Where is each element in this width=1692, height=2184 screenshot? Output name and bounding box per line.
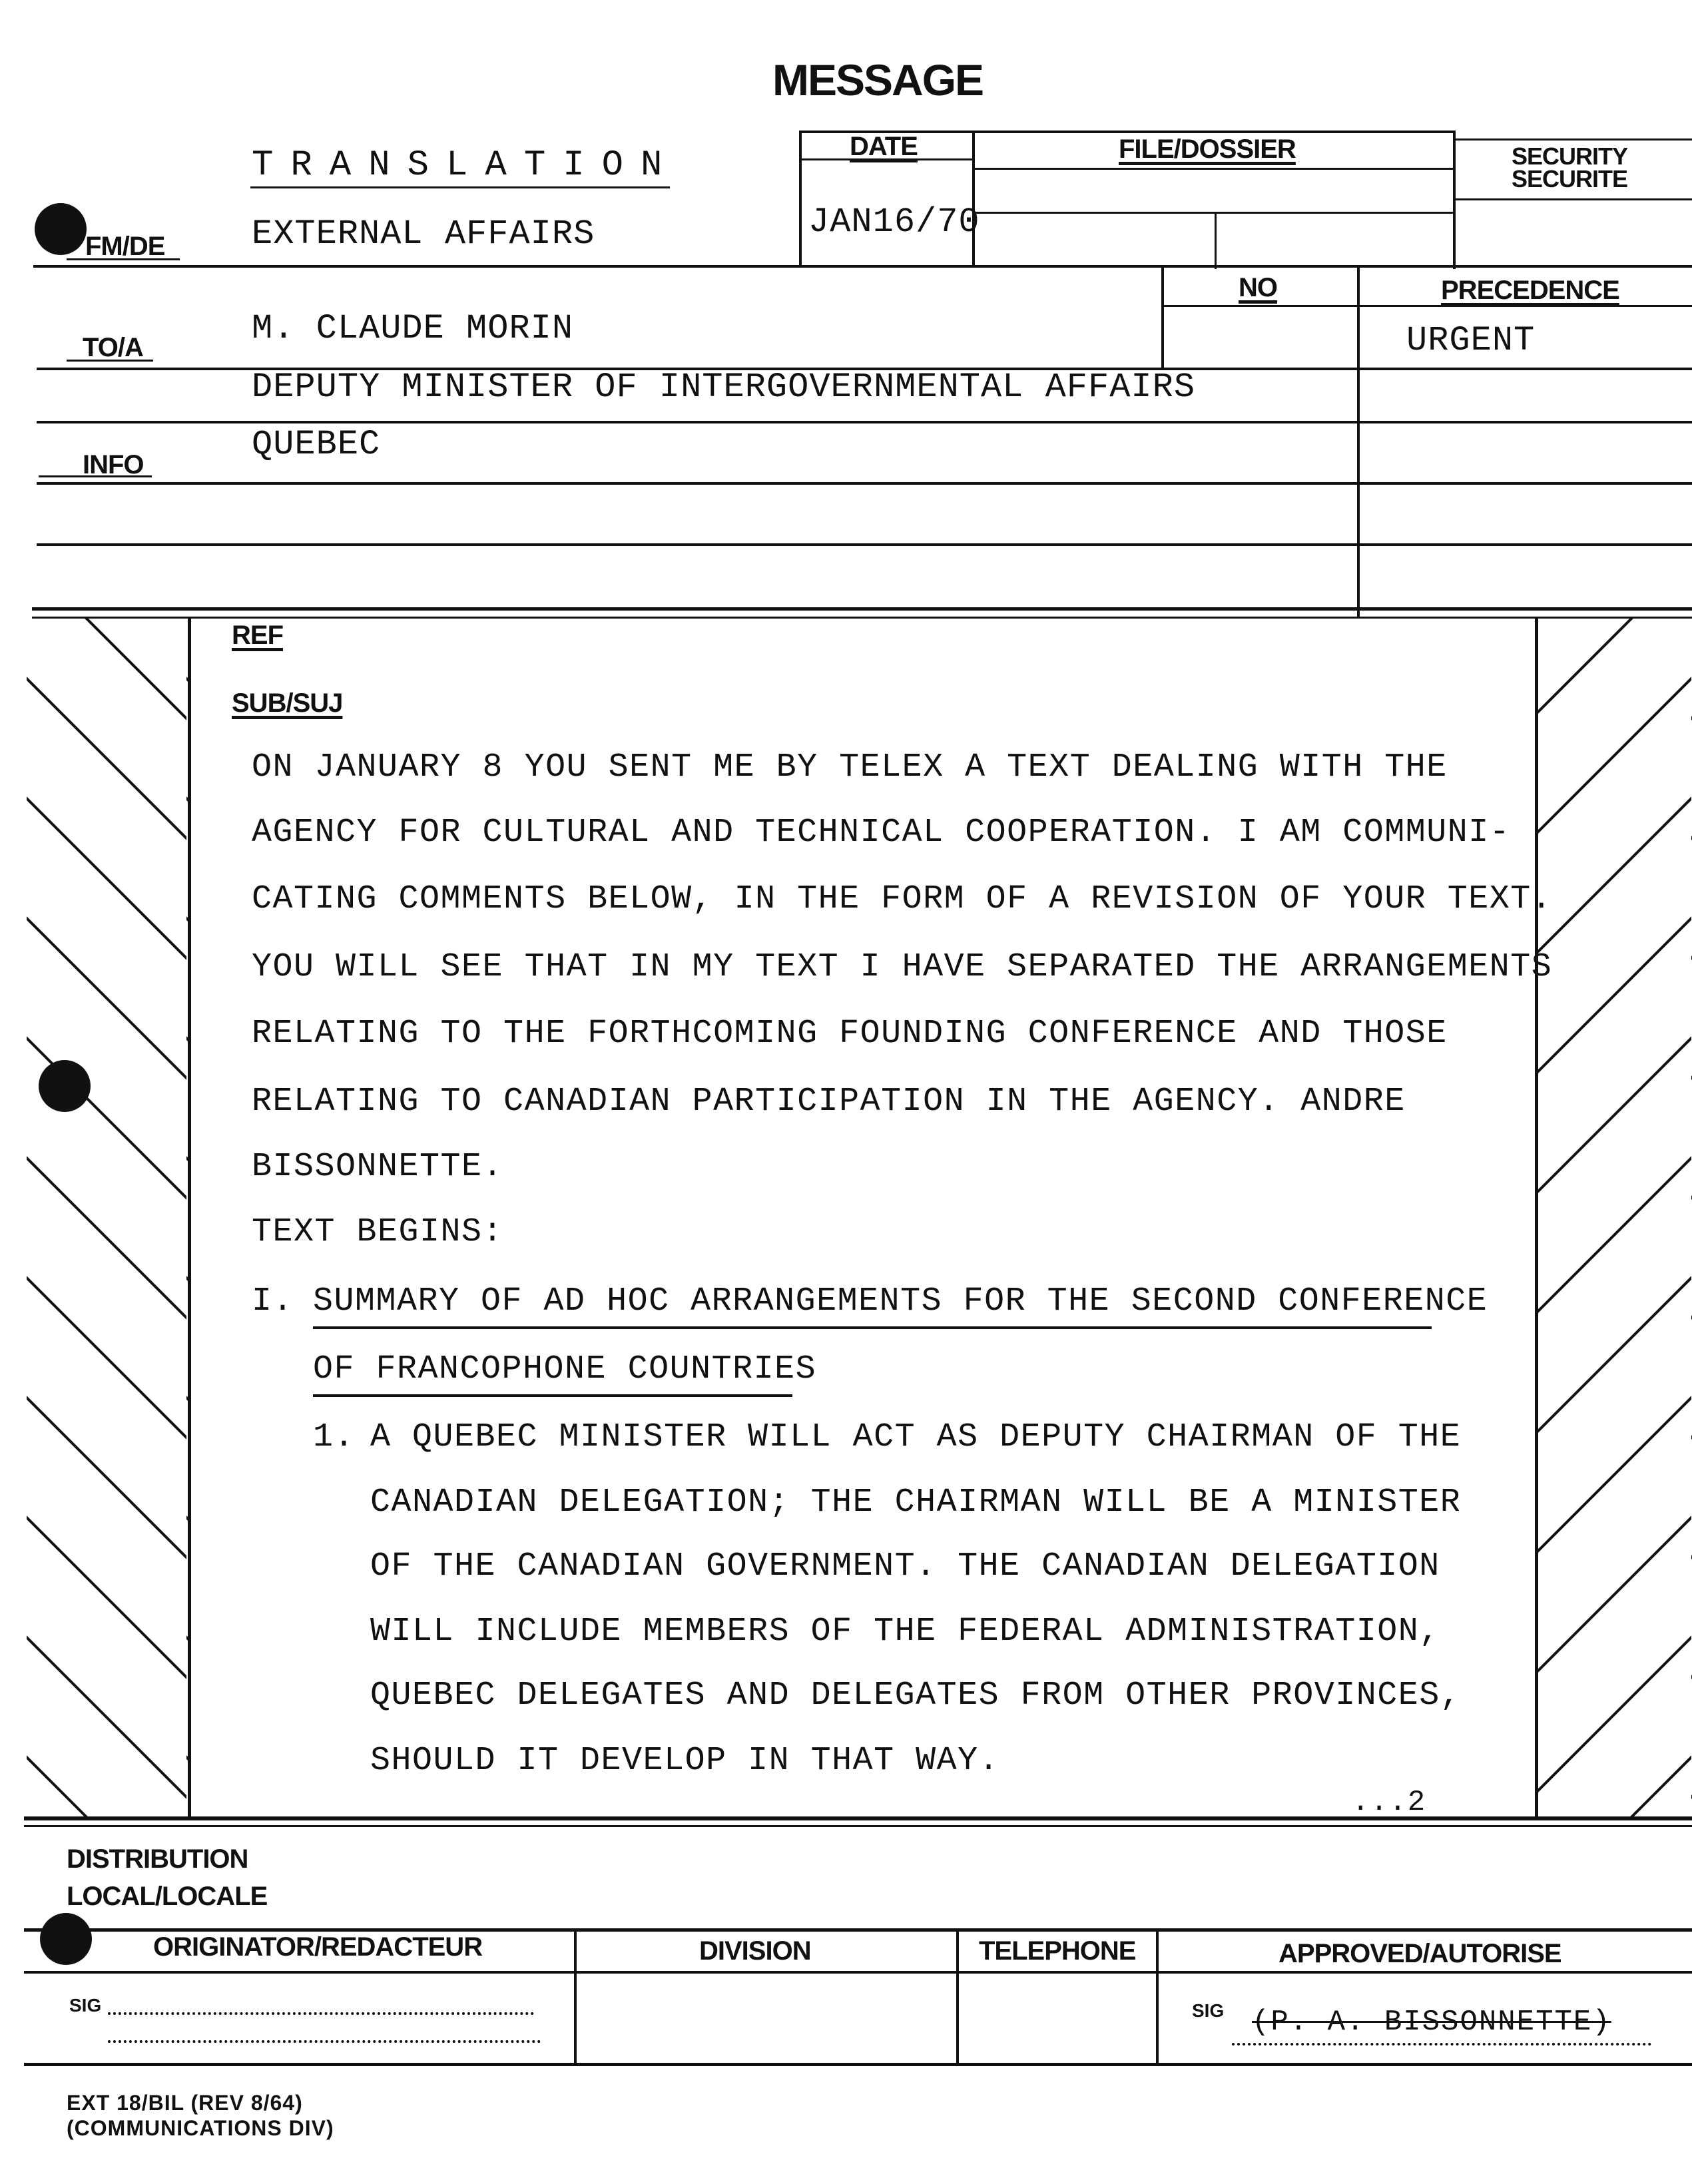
distribution-label: DISTRIBUTION — [67, 1844, 248, 1874]
body-line: CATING COMMENTS BELOW, IN THE FORM OF A REVISION OF YOUR TEXT. — [252, 880, 1553, 918]
body-line: OF THE CANADIAN GOVERNMENT. THE CANADIAN DELEGATION — [370, 1547, 1440, 1585]
rule — [574, 1930, 577, 2064]
rule — [33, 265, 1692, 268]
body-line: RELATING TO CANADIAN PARTICIPATION IN THE AGENCY. ANDRE — [252, 1083, 1406, 1121]
body-line: BISSONNETTE. — [252, 1148, 504, 1186]
rule — [32, 607, 1692, 611]
to-title-field: DEPUTY MINISTER OF INTERGOVERNMENTAL AFFAIRS — [252, 368, 1196, 407]
translation-heading: TRANSLATION — [252, 145, 680, 186]
punch-hole-top — [35, 203, 87, 255]
rule — [1161, 266, 1164, 370]
rule — [974, 212, 1453, 214]
file-dossier-label: FILE/DOSSIER — [1119, 135, 1296, 164]
rule — [37, 421, 1692, 423]
section-title-continued: OF FRANCOPHONE COUNTRIES — [313, 1350, 817, 1388]
date-label: DATE — [850, 132, 918, 161]
form-title: MESSAGE — [772, 55, 984, 105]
section-title: SUMMARY OF AD HOC ARRANGEMENTS FOR THE SECOND CONFERENCE — [313, 1282, 1488, 1320]
form-division: (COMMUNICATIONS DIV) — [67, 2116, 334, 2140]
securite-label: SECURITE — [1512, 165, 1628, 192]
sig-dotted-line — [108, 2040, 541, 2043]
approver-dotted-line — [1232, 2043, 1651, 2046]
form-code: EXT 18/BIL (REV 8/64) — [67, 2091, 303, 2115]
to-place-field: QUEBEC — [252, 425, 381, 464]
security-label: SECURITY — [1512, 142, 1628, 170]
rule — [1454, 138, 1692, 140]
rule — [972, 131, 975, 266]
body-line: WILL INCLUDE MEMBERS OF THE FEDERAL ADMINISTRATION, — [370, 1613, 1440, 1651]
section-title-underline — [313, 1326, 1432, 1329]
approver-sig-label: SIG — [1192, 2000, 1225, 2021]
rule — [956, 1930, 959, 2064]
approver-name: (P. A. BISSONNETTE) — [1252, 2006, 1611, 2039]
telephone-label: TELEPHONE — [979, 1936, 1136, 1966]
rule — [1215, 213, 1217, 269]
rule — [24, 1816, 1692, 1820]
rule — [24, 1928, 1692, 1932]
to-a-label: TO/A — [83, 333, 143, 362]
date-field: JAN16/70 — [808, 202, 980, 242]
body-line: ON JANUARY 8 YOU SENT ME BY TELEX A TEXT DEALING WITH THE — [252, 748, 1448, 786]
sub-suj-label: SUB/SUJ — [232, 688, 343, 718]
division-label: DIVISION — [699, 1936, 811, 1966]
rule — [37, 543, 1692, 546]
hatch-left — [27, 619, 189, 1817]
info-label: INFO — [83, 450, 144, 479]
body-line: AGENCY FOR CULTURAL AND TECHNICAL COOPERATION. I AM COMMUNI- — [252, 814, 1511, 852]
text-begins: TEXT BEGINS: — [252, 1213, 504, 1251]
body-line: SHOULD IT DEVELOP IN THAT WAY. — [370, 1742, 1000, 1780]
no-label: NO — [1239, 273, 1277, 302]
body-line: YOU WILL SEE THAT IN MY TEXT I HAVE SEPARATED THE ARRANGEMENTS — [252, 948, 1553, 986]
sig-dotted-line — [108, 2012, 534, 2015]
originator-label: ORIGINATOR/REDACTEUR — [153, 1932, 483, 1962]
rule — [24, 1971, 1692, 1974]
rule — [799, 131, 802, 265]
approved-label: APPROVED/AUTORISE — [1278, 1939, 1561, 1968]
item-number: 1. — [313, 1418, 356, 1456]
rule — [1454, 198, 1692, 200]
from-field: EXTERNAL AFFAIRS — [252, 214, 595, 254]
section-number: I. — [252, 1282, 294, 1320]
sig-label: SIG — [69, 1995, 102, 2016]
ref-label: REF — [232, 621, 283, 650]
rule — [1357, 266, 1360, 621]
body-line: QUEBEC DELEGATES AND DELEGATES FROM OTHER PROVINCES, — [370, 1677, 1462, 1715]
local-label: LOCAL/LOCALE — [67, 1882, 268, 1911]
fm-de-label: FM/DE — [85, 232, 165, 261]
continued-marker: ...2 — [1352, 1786, 1426, 1819]
precedence-field: URGENT — [1406, 321, 1536, 360]
body-line: CANADIAN DELEGATION; THE CHAIRMAN WILL BE A MINISTER — [370, 1484, 1462, 1521]
rule — [24, 2063, 1692, 2066]
rule — [1156, 1930, 1159, 2064]
to-name-field: M. CLAUDE MORIN — [252, 309, 574, 348]
rule — [250, 186, 670, 188]
punch-hole-bottom — [40, 1913, 92, 1965]
rule — [37, 482, 1692, 485]
body-line: RELATING TO THE FORTHCOMING FOUNDING CONFERENCE AND THOSE — [252, 1015, 1448, 1053]
rule — [24, 1825, 1692, 1827]
body-line: A QUEBEC MINISTER WILL ACT AS DEPUTY CHAIRMAN OF THE — [370, 1418, 1462, 1456]
precedence-label: PRECEDENCE — [1441, 276, 1619, 305]
section-title-underline — [313, 1394, 792, 1397]
rule — [974, 168, 1453, 170]
hatch-right — [1532, 619, 1692, 1817]
